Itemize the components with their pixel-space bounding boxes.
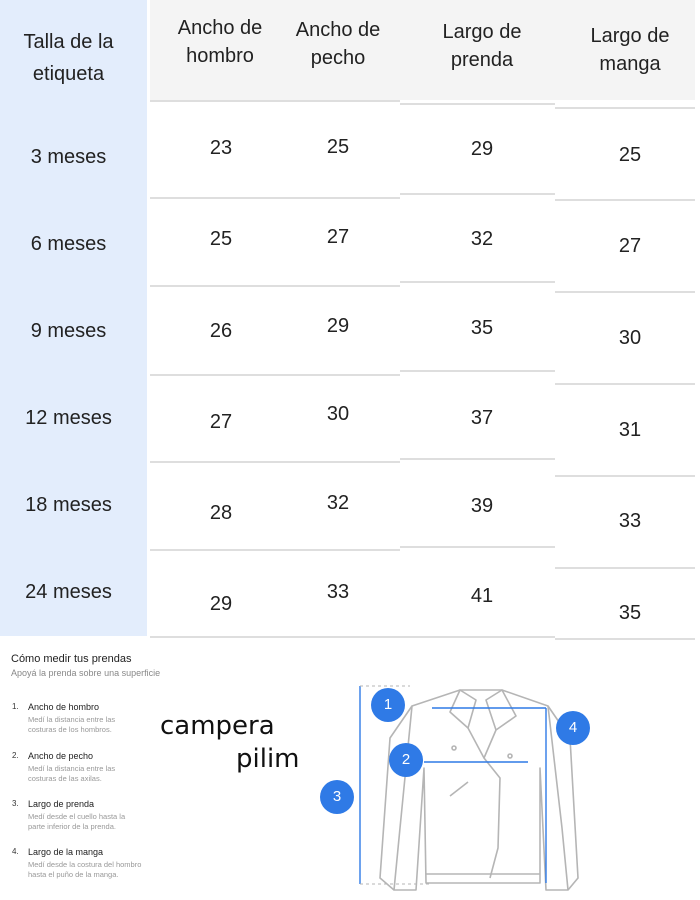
table-cell: 27 [209,411,233,433]
table-cell: 33 [618,510,642,532]
size-header: Talla de la etiqueta [23,31,114,85]
table-cell: 26 [209,320,233,342]
guide-title: Cómo medir tus prendas [11,653,132,665]
table-cell: 30 [326,403,350,425]
column-header-shoulder: Ancho de hombro [177,17,263,67]
size-label: 18 meses [25,494,112,516]
table-cell: 32 [326,492,350,514]
column-header-length: Largo de prenda [442,21,522,71]
size-label: 24 meses [25,581,112,603]
size-label: 12 meses [25,407,112,429]
table-cell: 30 [618,327,642,349]
table-cell: 27 [326,226,350,248]
table-cell: 23 [209,137,233,159]
table-cell: 25 [618,144,642,166]
table-cell: 25 [326,136,350,158]
table-cell: 25 [209,228,233,250]
table-cell: 29 [470,138,494,160]
table-cell: 29 [209,593,233,615]
table-cell: 32 [470,228,494,250]
table-cell: 37 [470,407,494,429]
table-cell: 41 [470,585,494,607]
measure-guide: Cómo medir tus prendas Apoyá la prenda sobre una superficie 1. Ancho de hombro Medí la distancia entre las costuras de los hombros. 2. Ancho de pecho Medí la distancia entre las costuras de las axilas. 3. Largo de prenda Medí desde el cuello hasta la parte inferior de la prenda. 4. Largo de la manga Medí desde la costura del hombro hasta el puño de la manga. campera pilim 1 2 3 4 [0,640,700,900]
table-cell: 35 [470,317,494,339]
column-header-chest: Ancho de pecho [295,19,381,69]
guide-subtitle: Apoyá la prenda sobre una superficie [11,668,161,678]
brand-text-line1: campera [160,711,275,741]
measure-badge-2: 2 [389,743,423,777]
table-cell: 35 [618,602,642,624]
measure-badge-4: 4 [556,711,590,745]
measure-badge-1: 1 [371,688,405,722]
table-cell: 31 [618,419,642,441]
brand-text-line2: pilim [236,744,300,774]
size-label: 6 meses [30,233,107,255]
table-cell: 29 [326,315,350,337]
column-header-sleeve: Largo de manga [590,25,670,75]
size-label: 9 meses [30,320,107,342]
measure-badge-3: 3 [320,780,354,814]
table-cell: 28 [209,502,233,524]
size-label: 3 meses [30,146,107,168]
table-cell: 39 [470,495,494,517]
table-cell: 33 [326,581,350,603]
table-cell: 27 [618,235,642,257]
